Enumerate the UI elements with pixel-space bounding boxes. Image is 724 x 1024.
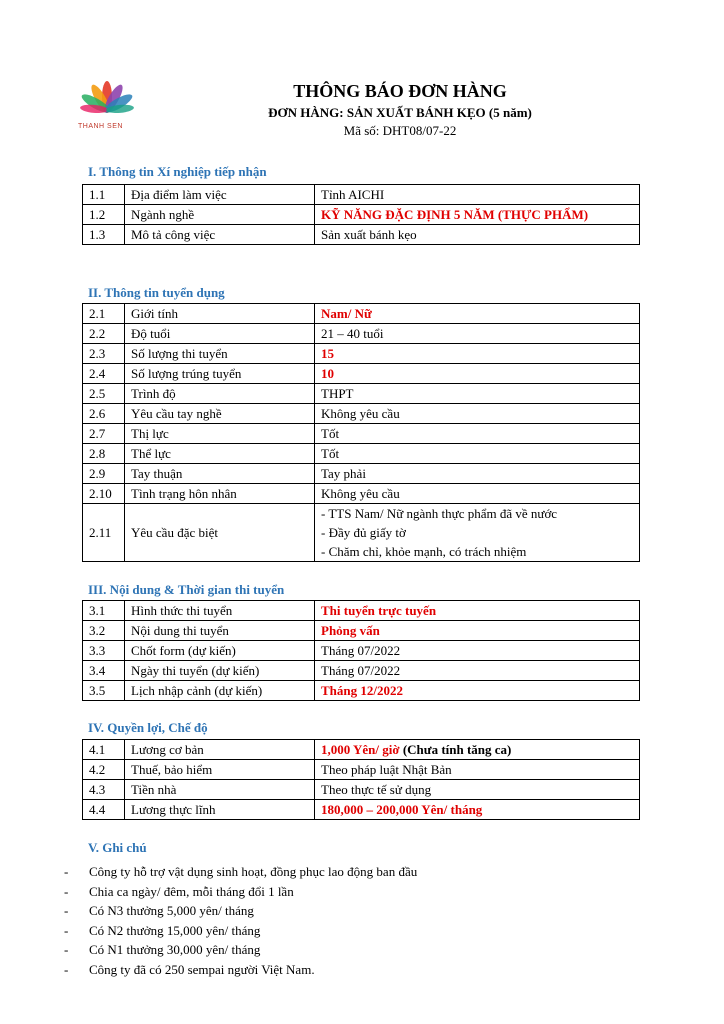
row-value: Theo pháp luật Nhật Bản bbox=[315, 760, 640, 780]
row-number: 3.2 bbox=[83, 621, 125, 641]
salary-value: 1,000 Yên/ giờ bbox=[321, 741, 400, 757]
row-label: Lương thực lĩnh bbox=[125, 800, 315, 820]
table-row bbox=[83, 681, 640, 701]
row-value: Tốt bbox=[315, 424, 640, 444]
row-label: Tiền nhà bbox=[125, 780, 315, 800]
row-value: Tháng 07/2022 bbox=[315, 661, 640, 681]
row-value: THPT bbox=[315, 384, 640, 404]
row-value: Theo thực tế sử dụng bbox=[315, 780, 640, 800]
row-label: Chốt form (dự kiến) bbox=[125, 641, 315, 661]
row-label: Giới tính bbox=[125, 304, 315, 324]
table-row bbox=[83, 304, 640, 324]
note-text: Chia ca ngày/ đêm, mỗi tháng đổi 1 lần bbox=[89, 883, 294, 899]
row-value: Tháng 07/2022 bbox=[315, 641, 640, 661]
row-label: Thể lực bbox=[125, 444, 315, 464]
table-row bbox=[83, 384, 640, 404]
table-row bbox=[83, 740, 640, 760]
row-number: 2.1 bbox=[83, 304, 125, 324]
company-info-table bbox=[82, 184, 640, 245]
document-header bbox=[150, 80, 650, 140]
row-number: 2.10 bbox=[83, 484, 125, 504]
row-label: Địa điểm làm việc bbox=[125, 185, 315, 205]
recruitment-info-table bbox=[82, 303, 640, 562]
section-title-recruitment: II. Thông tin tuyển dụng bbox=[88, 285, 225, 300]
row-number: 2.11 bbox=[83, 504, 125, 562]
row-number: 4.3 bbox=[83, 780, 125, 800]
row-label: Nội dung thi tuyển bbox=[125, 621, 315, 641]
table-row bbox=[83, 225, 640, 245]
row-label: Ngành nghề bbox=[125, 205, 315, 225]
row-number: 2.6 bbox=[83, 404, 125, 424]
row-value: 15 bbox=[315, 344, 640, 364]
table-row bbox=[83, 424, 640, 444]
row-number: 3.3 bbox=[83, 641, 125, 661]
requirement-line: - Chăm chỉ, khỏe mạnh, có trách nhiệm bbox=[321, 544, 527, 559]
row-label: Lương cơ bản bbox=[125, 740, 315, 760]
row-number: 3.5 bbox=[83, 681, 125, 701]
salary-note: (Chưa tính tăng ca) bbox=[399, 741, 512, 757]
table-row bbox=[83, 760, 640, 780]
row-label: Trình độ bbox=[125, 384, 315, 404]
row-number: 3.1 bbox=[83, 601, 125, 621]
table-row bbox=[83, 205, 640, 225]
row-value: Phỏng vấn bbox=[315, 621, 640, 641]
row-number: 2.9 bbox=[83, 464, 125, 484]
row-number: 2.5 bbox=[83, 384, 125, 404]
table-row bbox=[83, 404, 640, 424]
row-value: Sản xuất bánh kẹo bbox=[315, 225, 640, 245]
table-row bbox=[83, 364, 640, 384]
section-title-notes: V. Ghi chú bbox=[88, 840, 147, 855]
table-row bbox=[83, 344, 640, 364]
table-row bbox=[83, 484, 640, 504]
section-title-company: I. Thông tin Xí nghiệp tiếp nhận bbox=[88, 164, 267, 179]
table-row bbox=[83, 800, 640, 820]
row-label: Độ tuổi bbox=[125, 324, 315, 344]
order-code: Mã số: DHT08/07-22 bbox=[343, 123, 457, 138]
table-row bbox=[83, 661, 640, 681]
table-row bbox=[83, 621, 640, 641]
table-row bbox=[83, 504, 640, 562]
row-label: Thị lực bbox=[125, 424, 315, 444]
logo-text: THANH SEN bbox=[78, 123, 123, 130]
note-text: Có N3 thưởng 5,000 yên/ tháng bbox=[89, 903, 254, 918]
row-value-list bbox=[315, 504, 640, 562]
row-value: Tốt bbox=[315, 444, 640, 464]
order-subtitle: ĐƠN HÀNG: SẢN XUẤT BÁNH KẸO (5 năm) bbox=[268, 105, 532, 120]
table-row bbox=[83, 444, 640, 464]
row-label: Tình trạng hôn nhân bbox=[125, 484, 315, 504]
table-row bbox=[83, 324, 640, 344]
benefits-table bbox=[82, 739, 640, 820]
row-label: Hình thức thi tuyển bbox=[125, 601, 315, 621]
row-number: 4.4 bbox=[83, 800, 125, 820]
page-title: THÔNG BÁO ĐƠN HÀNG bbox=[293, 81, 507, 101]
row-number: 1.1 bbox=[83, 185, 125, 205]
row-value: 21 – 40 tuổi bbox=[315, 324, 640, 344]
row-value: 10 bbox=[315, 364, 640, 384]
row-label: Ngày thi tuyển (dự kiến) bbox=[125, 661, 315, 681]
section-title-benefits: IV. Quyền lợi, Chế độ bbox=[88, 720, 208, 735]
row-value: Tay phải bbox=[315, 464, 640, 484]
table-row bbox=[83, 185, 640, 205]
table-row bbox=[83, 464, 640, 484]
row-label: Yêu cầu đặc biệt bbox=[125, 504, 315, 562]
table-row bbox=[83, 601, 640, 621]
row-value: Tháng 12/2022 bbox=[315, 681, 640, 701]
row-label: Số lượng trúng tuyển bbox=[125, 364, 315, 384]
row-label: Mô tả công việc bbox=[125, 225, 315, 245]
row-number: 1.2 bbox=[83, 205, 125, 225]
row-label: Thuế, bảo hiểm bbox=[125, 760, 315, 780]
note-text: Công ty đã có 250 sempai người Việt Nam. bbox=[89, 961, 315, 977]
row-value: Thi tuyển trực tuyến bbox=[315, 601, 640, 621]
exam-info-table bbox=[82, 600, 640, 701]
row-label: Số lượng thi tuyển bbox=[125, 344, 315, 364]
row-value: Nam/ Nữ bbox=[315, 304, 640, 324]
row-number: 2.7 bbox=[83, 424, 125, 444]
row-label: Lịch nhập cảnh (dự kiến) bbox=[125, 681, 315, 701]
row-label: Tay thuận bbox=[125, 464, 315, 484]
row-value bbox=[315, 740, 640, 760]
requirement-line: - TTS Nam/ Nữ ngành thực phẩm đã về nước bbox=[321, 506, 558, 521]
row-value: KỸ NĂNG ĐẶC ĐỊNH 5 NĂM (THỰC PHẨM) bbox=[315, 205, 640, 225]
note-text: Công ty hỗ trợ vật dụng sinh hoạt, đồng phục lao động ban đầu bbox=[89, 864, 418, 879]
row-number: 2.8 bbox=[83, 444, 125, 464]
row-number: 3.4 bbox=[83, 661, 125, 681]
row-value: Không yêu cầu bbox=[315, 484, 640, 504]
row-number: 4.2 bbox=[83, 760, 125, 780]
section-title-exam: III. Nội dung & Thời gian thi tuyển bbox=[88, 582, 285, 597]
table-row bbox=[83, 641, 640, 661]
row-number: 2.4 bbox=[83, 364, 125, 384]
row-number: 2.2 bbox=[83, 324, 125, 344]
note-text: Có N2 thưởng 15,000 yên/ tháng bbox=[89, 922, 261, 938]
row-value: Tỉnh AICHI bbox=[315, 185, 640, 205]
note-text: Có N1 thưởng 30,000 yên/ tháng bbox=[89, 942, 261, 957]
row-label: Yêu cầu tay nghề bbox=[125, 404, 315, 424]
row-value: 180,000 – 200,000 Yên/ tháng bbox=[315, 800, 640, 820]
row-number: 4.1 bbox=[83, 740, 125, 760]
row-value: Không yêu cầu bbox=[315, 404, 640, 424]
row-number: 2.3 bbox=[83, 344, 125, 364]
table-row bbox=[83, 780, 640, 800]
row-number: 1.3 bbox=[83, 225, 125, 245]
requirement-line: - Đầy đủ giấy tờ bbox=[321, 525, 406, 540]
